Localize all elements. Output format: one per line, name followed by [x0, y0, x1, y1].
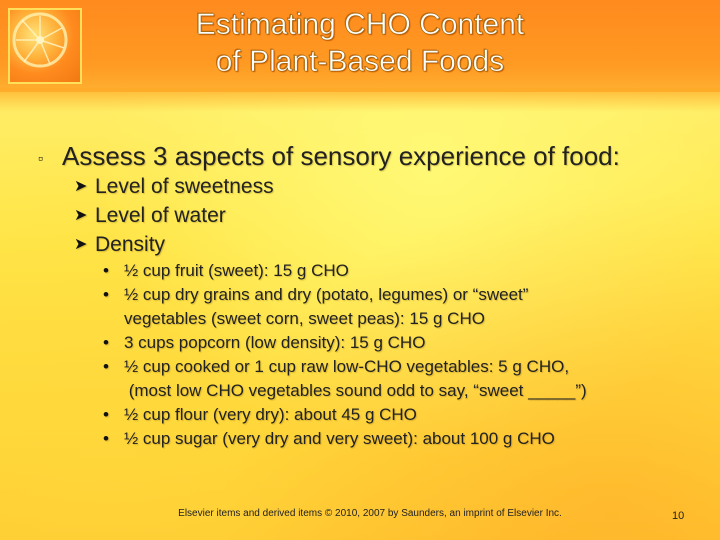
example-line: (most low CHO vegetables sound odd to say, “sweet _____”)	[124, 381, 587, 400]
example-item	[103, 283, 703, 331]
title-line-1: Estimating CHO Content	[195, 8, 525, 41]
example-list	[103, 259, 703, 451]
aspect-label: Level of water	[95, 204, 226, 227]
example-item	[103, 427, 703, 451]
example-item	[103, 403, 703, 427]
example-line: ½ cup sugar (very dry and very sweet): about 100 g CHO	[124, 429, 555, 448]
orange-slice-image	[8, 8, 82, 84]
example-line: ½ cup flour (very dry): about 45 g CHO	[124, 405, 417, 424]
round-bullet-icon: •	[103, 405, 109, 424]
copyright-footer: Elsevier items and derived items © 2010, 2007 by Saunders, an imprint of Elsevier Inc.	[178, 508, 562, 519]
square-bullet-icon: ▫	[38, 150, 43, 166]
slide-title	[100, 6, 620, 80]
arrow-bullet-icon: ➤	[74, 207, 88, 224]
round-bullet-icon: •	[103, 261, 109, 280]
round-bullet-icon: •	[103, 333, 109, 352]
round-bullet-icon: •	[103, 285, 109, 304]
main-point: Assess 3 aspects of sensory experience of food:	[62, 141, 620, 171]
arrow-bullet-icon: ➤	[74, 236, 88, 253]
example-line: 3 cups popcorn (low density): 15 g CHO	[124, 333, 426, 352]
aspect-label: Level of sweetness	[95, 175, 274, 198]
title-line-2: of Plant-Based Foods	[215, 45, 505, 78]
example-item	[103, 331, 703, 355]
example-line: ½ cup fruit (sweet): 15 g CHO	[124, 261, 349, 280]
round-bullet-icon: •	[103, 429, 109, 448]
example-line: ½ cup cooked or 1 cup raw low-CHO vegetables: 5 g CHO,	[124, 357, 570, 376]
example-item	[103, 355, 703, 403]
example-line: vegetables (sweet corn, sweet peas): 15 g CHO	[124, 309, 485, 328]
arrow-bullet-icon: ➤	[74, 178, 88, 195]
example-item	[103, 259, 703, 283]
example-line: ½ cup dry grains and dry (potato, legumes) or “sweet”	[124, 285, 529, 304]
title-bar-fade	[0, 88, 720, 112]
page-number: 10	[672, 510, 685, 522]
round-bullet-icon: •	[103, 357, 109, 376]
aspect-label: Density	[95, 233, 166, 256]
